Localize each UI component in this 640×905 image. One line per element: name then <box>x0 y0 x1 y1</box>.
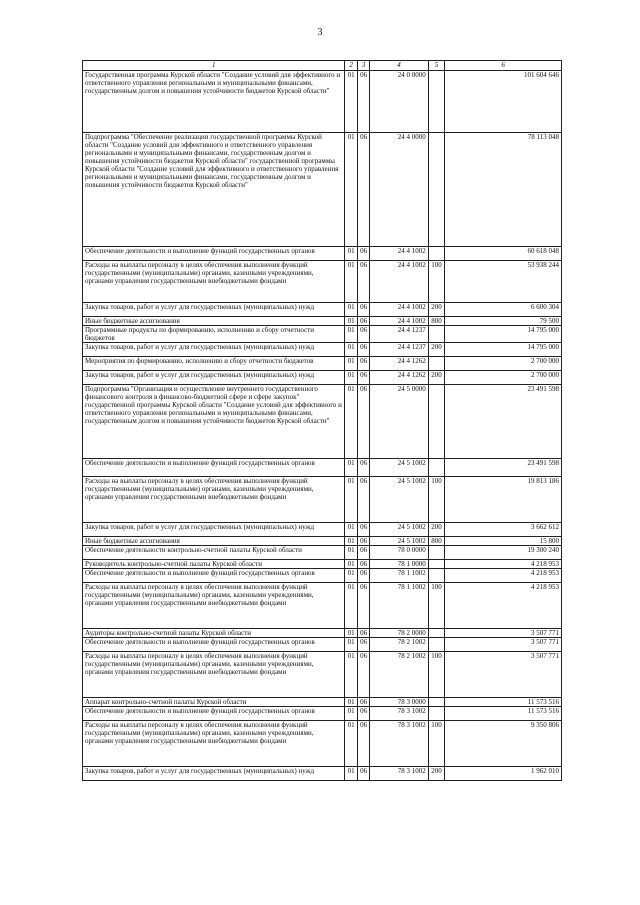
row-amount: 78 113 048 <box>445 133 562 247</box>
row-amount: 11 573 516 <box>445 698 562 707</box>
row-subsection: 06 <box>357 343 369 357</box>
row-subsection: 06 <box>357 569 369 583</box>
table-row <box>83 767 562 781</box>
row-expense-type: 200 <box>428 767 445 781</box>
row-target-article: 78 2 1002 <box>370 638 428 652</box>
row-amount: 3 507 771 <box>445 638 562 652</box>
row-target-article: 78 3 1002 <box>370 767 428 781</box>
table-row <box>83 721 562 767</box>
row-section: 01 <box>345 721 357 767</box>
row-expense-type <box>428 629 445 638</box>
row-target-article: 78 0 0000 <box>370 546 428 560</box>
row-expense-type: 100 <box>428 652 445 698</box>
row-name: Обеспечение деятельности контрольно-счетной палаты Курской области <box>83 546 345 560</box>
row-target-article: 24 5 1002 <box>370 459 428 477</box>
row-name: Иные бюджетные ассигнования <box>83 537 345 546</box>
table-row <box>83 629 562 638</box>
row-expense-type: 100 <box>428 583 445 629</box>
row-section: 01 <box>345 261 357 303</box>
row-target-article: 78 3 0000 <box>370 698 428 707</box>
row-subsection: 06 <box>357 537 369 546</box>
row-name: Подпрограмма "Обеспечение реализации государственной программы Курской области "Создание условий для эффективного и ответственного управления региональными и муниципальными финансами, государственным долгом и повышения устойчивости бюджетов Курской области" государственной программы Курской области "Создание условий для эффективного и ответственного управления региональными и муниципальными финансами, государственным долгом и повышения устойчивости бюджетов Курской области" <box>83 133 345 247</box>
row-amount: 14 795 000 <box>445 326 562 343</box>
row-target-article: 78 1 0000 <box>370 560 428 569</box>
row-amount: 9 350 806 <box>445 721 562 767</box>
table-body <box>83 71 562 781</box>
row-name: Аппарат контрольно-счетной палаты Курской области <box>83 698 345 707</box>
row-amount: 2 700 000 <box>445 371 562 385</box>
row-section: 01 <box>345 569 357 583</box>
table-row <box>83 303 562 317</box>
row-name: Обеспечение деятельности и выполнение функций государственных органов <box>83 247 345 261</box>
row-amount: 101 604 646 <box>445 71 562 133</box>
row-section: 01 <box>345 583 357 629</box>
row-section: 01 <box>345 546 357 560</box>
table-row <box>83 371 562 385</box>
row-expense-type <box>428 385 445 459</box>
row-name: Обеспечение деятельности и выполнение функций государственных органов <box>83 459 345 477</box>
header-name: 1 <box>83 61 345 71</box>
row-name: Подпрограмма "Организация и осуществление внутреннего государственного финансового контроля в финансово-бюджетной сфере и сфере закупок" государственной программы Курской области "Создание условий для эффективного и ответственного управления региональными и муниципальными финансами, государственным долгом и повышения устойчивости бюджетов Курской области" <box>83 385 345 459</box>
row-amount: 15 800 <box>445 537 562 546</box>
row-section: 01 <box>345 698 357 707</box>
row-target-article: 78 3 1002 <box>370 707 428 721</box>
row-amount: 23 491 598 <box>445 459 562 477</box>
table-row <box>83 261 562 303</box>
row-expense-type <box>428 71 445 133</box>
row-name: Руководитель контрольно-счетной палаты Курской области <box>83 560 345 569</box>
row-name: Закупка товаров, работ и услуг для государственных (муниципальных) нужд <box>83 767 345 781</box>
row-name: Аудиторы контрольно-счетной палаты Курской области <box>83 629 345 638</box>
table-row <box>83 71 562 133</box>
row-section: 01 <box>345 629 357 638</box>
row-name: Программные продукты по формированию, исполнению и сбору отчетности бюджетов <box>83 326 345 343</box>
row-target-article: 78 3 1002 <box>370 721 428 767</box>
row-target-article: 78 2 0000 <box>370 629 428 638</box>
table-row <box>83 638 562 652</box>
row-name: Расходы на выплаты персоналу в целях обеспечения выполнения функций государственными (муниципальными) органами, казенными учреждениями, органами управления государственными внебюджетными фондами <box>83 477 345 523</box>
row-name: Расходы на выплаты персоналу в целях обеспечения выполнения функций государственными (муниципальными) органами, казенными учреждениями, органами управления государственными внебюджетными фондами <box>83 583 345 629</box>
row-amount: 1 962 010 <box>445 767 562 781</box>
row-section: 01 <box>345 638 357 652</box>
row-amount: 14 795 000 <box>445 343 562 357</box>
row-name: Государственная программа Курской области "Создание условий для эффективного и ответственного управления региональными и муниципальными финансами, государственным долгом и повышения устойчивости бюджетов Курской области" <box>83 71 345 133</box>
row-section: 01 <box>345 71 357 133</box>
row-target-article: 24 5 1002 <box>370 523 428 537</box>
row-subsection: 06 <box>357 133 369 247</box>
row-section: 01 <box>345 343 357 357</box>
row-subsection: 06 <box>357 698 369 707</box>
row-expense-type: 200 <box>428 343 445 357</box>
row-expense-type <box>428 569 445 583</box>
row-amount: 3 662 612 <box>445 523 562 537</box>
row-section: 01 <box>345 560 357 569</box>
row-name: Расходы на выплаты персоналу в целях обеспечения выполнения функций государственными (муниципальными) органами, казенными учреждениями, органами управления государственными внебюджетными фондами <box>83 261 345 303</box>
header-subsection: 3 <box>357 61 369 71</box>
row-expense-type <box>428 326 445 343</box>
table-row <box>83 546 562 560</box>
row-subsection: 06 <box>357 247 369 261</box>
header-expense-type: 5 <box>428 61 445 71</box>
row-name: Закупка товаров, работ и услуг для государственных (муниципальных) нужд <box>83 343 345 357</box>
row-subsection: 06 <box>357 385 369 459</box>
row-name: Мероприятия по формированию, исполнению и сбору отчетности бюджетов <box>83 357 345 371</box>
row-amount: 19 813 186 <box>445 477 562 523</box>
row-section: 01 <box>345 477 357 523</box>
row-amount: 11 573 516 <box>445 707 562 721</box>
row-expense-type: 200 <box>428 371 445 385</box>
row-target-article: 24 4 1002 <box>370 303 428 317</box>
table-row <box>83 459 562 477</box>
table-row <box>83 583 562 629</box>
row-target-article: 24 4 1262 <box>370 357 428 371</box>
row-section: 01 <box>345 385 357 459</box>
row-subsection: 06 <box>357 326 369 343</box>
row-target-article: 24 4 1002 <box>370 247 428 261</box>
page-number: 3 <box>317 27 323 38</box>
table-row <box>83 343 562 357</box>
row-subsection: 06 <box>357 707 369 721</box>
row-section: 01 <box>345 303 357 317</box>
table-row <box>83 537 562 546</box>
row-expense-type: 100 <box>428 261 445 303</box>
row-amount: 3 507 771 <box>445 652 562 698</box>
row-section: 01 <box>345 523 357 537</box>
row-name: Иные бюджетные ассигнования <box>83 317 345 326</box>
row-expense-type <box>428 133 445 247</box>
row-target-article: 24 5 0000 <box>370 385 428 459</box>
row-subsection: 06 <box>357 459 369 477</box>
row-section: 01 <box>345 537 357 546</box>
row-subsection: 06 <box>357 523 369 537</box>
row-expense-type <box>428 546 445 560</box>
header-section: 2 <box>345 61 357 71</box>
row-name: Расходы на выплаты персоналу в целях обеспечения выполнения функций государственными (муниципальными) органами, казенными учреждениями, органами управления государственными внебюджетными фондами <box>83 652 345 698</box>
row-subsection: 06 <box>357 629 369 638</box>
row-target-article: 78 2 1002 <box>370 652 428 698</box>
table-row <box>83 133 562 247</box>
row-subsection: 06 <box>357 638 369 652</box>
row-target-article: 78 1 1002 <box>370 569 428 583</box>
row-name: Закупка товаров, работ и услуг для государственных (муниципальных) нужд <box>83 371 345 385</box>
row-subsection: 06 <box>357 71 369 133</box>
row-target-article: 24 5 1002 <box>370 537 428 546</box>
row-subsection: 06 <box>357 317 369 326</box>
row-target-article: 24 4 1002 <box>370 261 428 303</box>
row-subsection: 06 <box>357 546 369 560</box>
table-row <box>83 523 562 537</box>
row-section: 01 <box>345 652 357 698</box>
row-target-article: 24 4 1237 <box>370 343 428 357</box>
row-subsection: 06 <box>357 583 369 629</box>
row-subsection: 06 <box>357 767 369 781</box>
row-expense-type <box>428 707 445 721</box>
row-target-article: 24 4 1237 <box>370 326 428 343</box>
table-row <box>83 652 562 698</box>
row-name: Закупка товаров, работ и услуг для государственных (муниципальных) нужд <box>83 523 345 537</box>
table-row <box>83 317 562 326</box>
table-row <box>83 385 562 459</box>
row-expense-type: 200 <box>428 523 445 537</box>
row-expense-type <box>428 247 445 261</box>
table-row <box>83 357 562 371</box>
row-section: 01 <box>345 371 357 385</box>
row-expense-type <box>428 560 445 569</box>
row-name: Расходы на выплаты персоналу в целях обеспечения выполнения функций государственными (муниципальными) органами, казенными учреждениями, органами управления государственными внебюджетными фондами <box>83 721 345 767</box>
row-subsection: 06 <box>357 721 369 767</box>
row-expense-type <box>428 698 445 707</box>
row-amount: 2 700 000 <box>445 357 562 371</box>
row-subsection: 06 <box>357 261 369 303</box>
row-amount: 60 618 048 <box>445 247 562 261</box>
row-expense-type: 200 <box>428 303 445 317</box>
row-expense-type <box>428 459 445 477</box>
row-subsection: 06 <box>357 652 369 698</box>
row-target-article: 24 4 1262 <box>370 371 428 385</box>
row-amount: 53 938 244 <box>445 261 562 303</box>
row-amount: 19 300 240 <box>445 546 562 560</box>
row-subsection: 06 <box>357 560 369 569</box>
row-section: 01 <box>345 459 357 477</box>
table-row <box>83 477 562 523</box>
row-section: 01 <box>345 317 357 326</box>
row-expense-type <box>428 357 445 371</box>
row-section: 01 <box>345 707 357 721</box>
row-expense-type: 800 <box>428 537 445 546</box>
row-amount: 23 491 598 <box>445 385 562 459</box>
row-amount: 4 218 953 <box>445 560 562 569</box>
row-subsection: 06 <box>357 303 369 317</box>
row-target-article: 78 1 1002 <box>370 583 428 629</box>
row-section: 01 <box>345 247 357 261</box>
row-expense-type <box>428 638 445 652</box>
table-row <box>83 707 562 721</box>
row-section: 01 <box>345 357 357 371</box>
budget-table <box>82 60 562 781</box>
row-amount: 6 600 304 <box>445 303 562 317</box>
row-amount: 4 218 953 <box>445 569 562 583</box>
row-subsection: 06 <box>357 357 369 371</box>
table-row <box>83 560 562 569</box>
table-row <box>83 569 562 583</box>
table-header-row <box>83 61 562 71</box>
row-target-article: 24 0 0000 <box>370 71 428 133</box>
row-expense-type: 100 <box>428 721 445 767</box>
row-name: Обеспечение деятельности и выполнение функций государственных органов <box>83 707 345 721</box>
table-row <box>83 698 562 707</box>
row-name: Закупка товаров, работ и услуг для государственных (муниципальных) нужд <box>83 303 345 317</box>
table-row <box>83 247 562 261</box>
row-section: 01 <box>345 326 357 343</box>
row-target-article: 24 5 1002 <box>370 477 428 523</box>
row-target-article: 24 4 0000 <box>370 133 428 247</box>
header-target-article: 4 <box>370 61 428 71</box>
row-expense-type: 800 <box>428 317 445 326</box>
row-target-article: 24 4 1002 <box>370 317 428 326</box>
row-expense-type: 100 <box>428 477 445 523</box>
row-section: 01 <box>345 767 357 781</box>
row-subsection: 06 <box>357 477 369 523</box>
row-section: 01 <box>345 133 357 247</box>
row-amount: 3 507 771 <box>445 629 562 638</box>
row-name: Обеспечение деятельности и выполнение функций государственных органов <box>83 569 345 583</box>
header-amount: 6 <box>445 61 562 71</box>
row-amount: 4 218 953 <box>445 583 562 629</box>
row-amount: 79 500 <box>445 317 562 326</box>
row-subsection: 06 <box>357 371 369 385</box>
table-row <box>83 326 562 343</box>
row-name: Обеспечение деятельности и выполнение функций государственных органов <box>83 638 345 652</box>
